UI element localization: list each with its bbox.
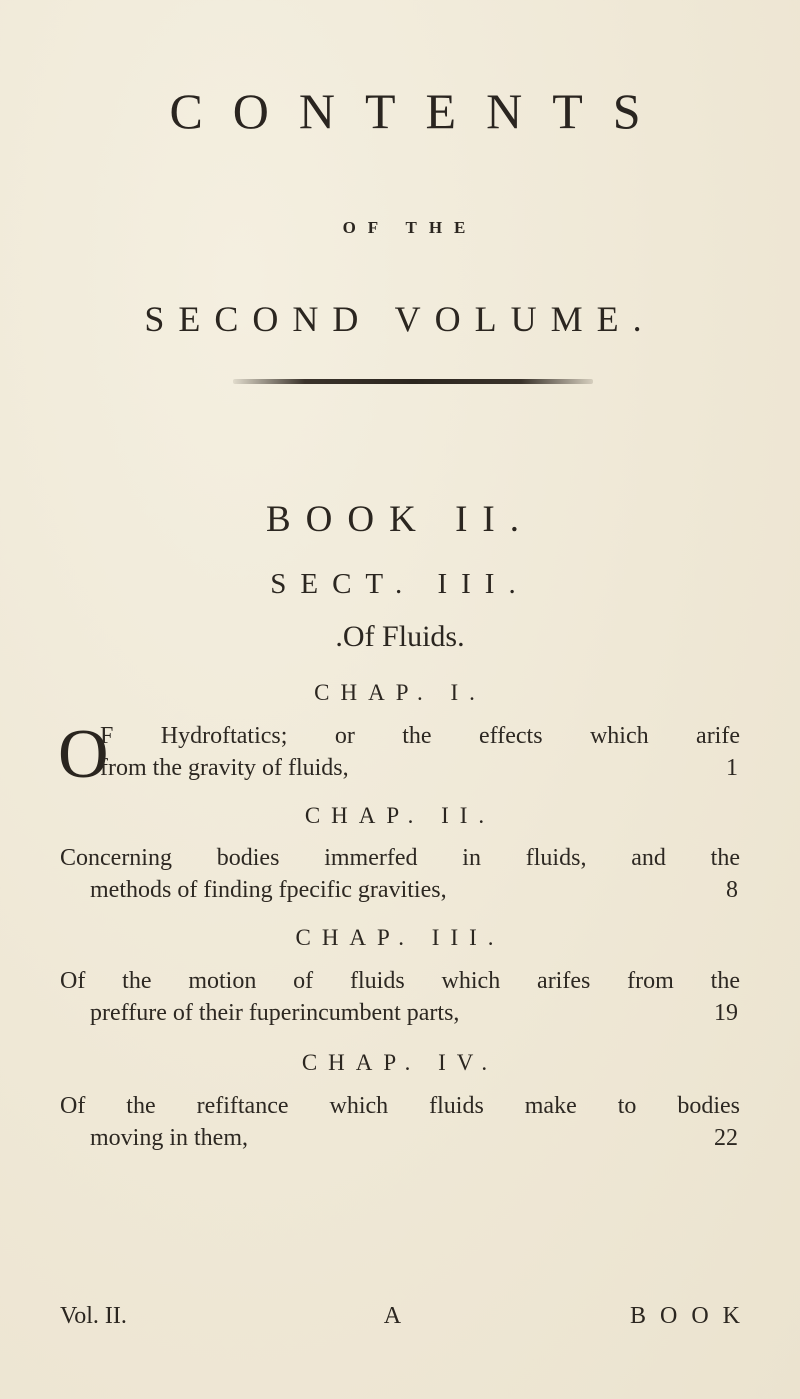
chapter-1-heading: CHAP. I. <box>314 680 486 705</box>
section-heading: SECT. III. <box>270 568 530 600</box>
chapter-1-line-1: F Hydroftatics; or the effects which arife <box>100 723 740 749</box>
book-heading: BOOK II. <box>266 499 534 540</box>
chapter-3-entry <box>60 965 740 1029</box>
chapter-4-line-2-text: moving in them, <box>90 1125 248 1151</box>
chapter-1-line-2-text: from the gravity of fluids, <box>100 755 349 781</box>
second-volume-line: SECOND VOLUME. <box>144 299 656 339</box>
drop-cap: O <box>58 716 109 793</box>
signature-mark: A <box>383 1303 404 1329</box>
chapter-4-entry <box>60 1090 740 1154</box>
chapter-2-entry <box>60 842 740 906</box>
chapter-1-line-2 <box>100 752 740 784</box>
chapter-1-page-number: 1 <box>726 755 738 781</box>
catchword: BOOK <box>629 1303 754 1329</box>
chapter-2-page-number: 8 <box>726 877 738 903</box>
chapter-3-line-1: Of the motion of fluids which arifes from the <box>60 968 740 994</box>
volume-marker: Vol. II. <box>60 1303 127 1329</box>
chapter-2-line-2 <box>60 874 740 906</box>
contents-title: CONTENTS <box>169 83 671 139</box>
chapter-3-heading: CHAP. III. <box>295 925 505 950</box>
page-footer <box>60 1303 754 1330</box>
chapter-3-page-number: 19 <box>714 1000 738 1026</box>
chapter-4-line-1: Of the refiftance which fluids make to bodies <box>60 1093 740 1119</box>
section-title: .Of Fluids. <box>335 620 465 653</box>
chapter-2-line-2-text: methods of finding fpecific gravities, <box>90 877 447 903</box>
chapter-2-heading: CHAP. II. <box>304 803 496 828</box>
chapter-3-line-2 <box>60 997 740 1029</box>
chapter-4-heading: CHAP. IV. <box>301 1050 499 1075</box>
chapter-1-entry <box>100 720 740 784</box>
chapter-3-line-2-text: preffure of their fuperincumbent parts, <box>90 1000 460 1026</box>
decorative-rule <box>233 379 593 384</box>
chapter-2-line-1: Concerning bodies immerfed in fluids, and the <box>60 845 740 871</box>
chapter-4-page-number: 22 <box>714 1125 738 1151</box>
of-the-line: OF THE <box>342 218 478 237</box>
chapter-4-line-2 <box>60 1122 740 1154</box>
